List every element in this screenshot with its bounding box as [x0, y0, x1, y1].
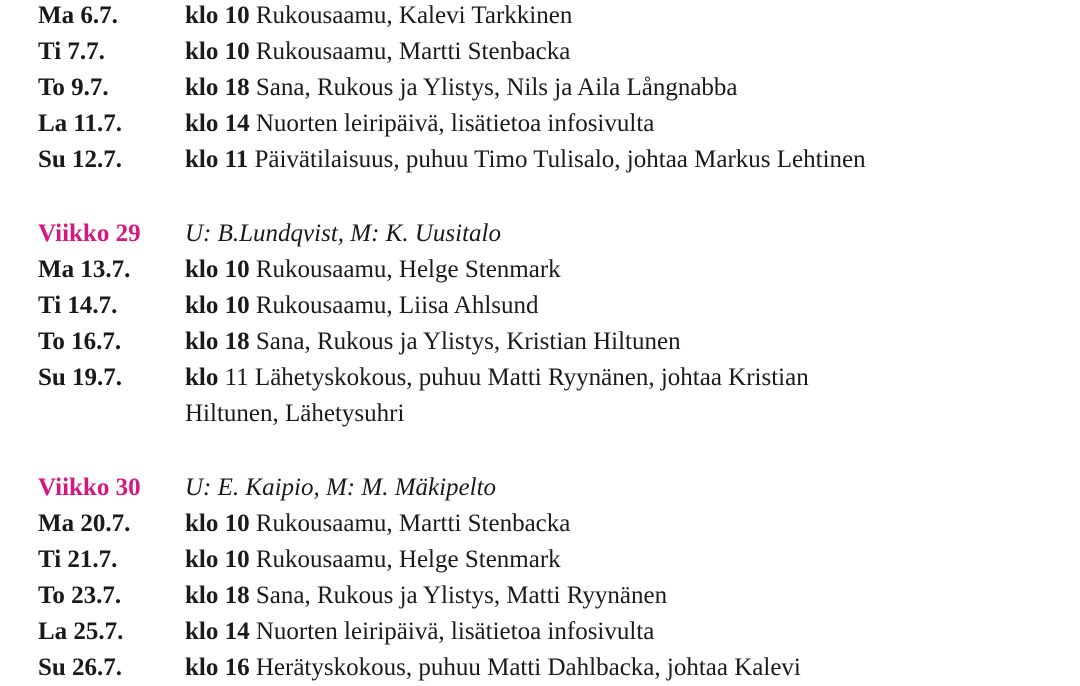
entry-day: Su 19.7.: [38, 364, 123, 391]
week-label: Viikko 29: [38, 220, 141, 247]
week-header: [38, 216, 1068, 252]
week-block: [38, 0, 1068, 178]
schedule-entry: [38, 106, 1068, 142]
week-header: [38, 470, 1068, 506]
entry-time: klo 18: [185, 582, 250, 609]
entry-time: klo: [185, 364, 219, 391]
entry-body: [185, 142, 866, 178]
schedule-document: [38, 0, 1068, 686]
entry-day: La 25.7.: [38, 618, 124, 645]
entry-day: Ma 6.7.: [38, 2, 118, 29]
schedule-entry: [38, 542, 1068, 578]
entry-body: [185, 542, 561, 578]
entry-body: [185, 578, 667, 614]
entry-text: Rukousaamu, Helge Stenmark: [255, 546, 561, 573]
entry-text: Rukousaamu, Martti Stenbacka: [255, 38, 571, 65]
entry-body: [185, 324, 681, 360]
schedule-entry: [38, 142, 1068, 178]
entry-day: Su 26.7.: [38, 654, 123, 681]
entry-time: klo 10: [185, 256, 250, 283]
week-staff: U: B.Lundqvist, M: K. Uusitalo: [185, 220, 501, 247]
entry-time: klo 18: [185, 74, 250, 101]
entry-text: Sana, Rukous ja Ylistys, Nils ja Aila Långnabba: [255, 74, 738, 101]
schedule-entry: [38, 650, 1068, 686]
schedule-entry: [38, 578, 1068, 614]
entry-body: [185, 288, 539, 324]
schedule-entry: [38, 506, 1068, 542]
block-spacer: [38, 432, 1068, 470]
entry-body: [185, 506, 570, 542]
entry-day: La 11.7.: [38, 110, 123, 137]
entry-body: [185, 34, 570, 70]
block-spacer: [38, 178, 1068, 216]
entry-text: Rukousaamu, Liisa Ahlsund: [255, 292, 539, 319]
entry-time: klo 14: [185, 618, 250, 645]
schedule-entry: [38, 324, 1068, 360]
entry-text: Rukousaamu, Kalevi Tarkkinen: [255, 2, 573, 29]
entry-text: Rukousaamu, Martti Stenbacka: [255, 510, 571, 537]
entry-text: Rukousaamu, Helge Stenmark: [255, 256, 561, 283]
entry-time: klo 10: [185, 292, 250, 319]
entry-day: Ti 7.7.: [38, 38, 105, 65]
entry-day: To 23.7.: [38, 582, 122, 609]
entry-body: [185, 70, 738, 106]
entry-body: [185, 0, 572, 34]
entry-day: Ma 20.7.: [38, 510, 131, 537]
entry-body: [185, 650, 801, 686]
entry-time: klo 10: [185, 546, 250, 573]
entry-time: klo 10: [185, 38, 250, 65]
schedule-entry: [38, 34, 1068, 70]
schedule-entry: [38, 360, 1068, 396]
entry-text: Sana, Rukous ja Ylistys, Matti Ryynänen: [255, 582, 668, 609]
schedule-entry-continuation: [38, 396, 1068, 432]
entry-time: klo 11: [185, 146, 249, 173]
entry-body: [185, 252, 561, 288]
entry-text: Nuorten leiripäivä, lisätietoa infosivulta: [255, 110, 655, 137]
entry-body: [185, 614, 654, 650]
entry-day: Ti 14.7.: [38, 292, 118, 319]
entry-day: Ma 13.7.: [38, 256, 131, 283]
entry-day: To 9.7.: [38, 74, 109, 101]
schedule-entry: [38, 288, 1068, 324]
entry-continuation-text: Hiltunen, Lähetysuhri: [185, 400, 405, 427]
entry-time: klo 18: [185, 328, 250, 355]
entry-text: 11 Lähetyskokous, puhuu Matti Ryynänen, johtaa Kristian: [224, 364, 809, 391]
week-block: [38, 470, 1068, 686]
schedule-entry: [38, 252, 1068, 288]
week-block: [38, 216, 1068, 432]
entry-day: Ti 21.7.: [38, 546, 118, 573]
entry-text: Päivätilaisuus, puhuu Timo Tulisalo, johtaa Markus Lehtinen: [254, 146, 866, 173]
entry-body: [185, 106, 654, 142]
entry-time: klo 10: [185, 2, 250, 29]
entry-time: klo 10: [185, 510, 250, 537]
entry-day: Su 12.7.: [38, 146, 123, 173]
entry-text: Nuorten leiripäivä, lisätietoa infosivulta: [255, 618, 655, 645]
entry-text: Sana, Rukous ja Ylistys, Kristian Hiltunen: [255, 328, 681, 355]
entry-body: [185, 360, 809, 396]
week-staff: U: E. Kaipio, M: M. Mäkipelto: [185, 474, 497, 501]
entry-text: Herätyskokous, puhuu Matti Dahlbacka, johtaa Kalevi: [255, 654, 801, 681]
schedule-entry: [38, 614, 1068, 650]
entry-time: klo 16: [185, 654, 250, 681]
schedule-entry: [38, 0, 1068, 34]
entry-time: klo 14: [185, 110, 250, 137]
week-label: Viikko 30: [38, 474, 141, 501]
schedule-entry: [38, 70, 1068, 106]
entry-day: To 16.7.: [38, 328, 122, 355]
